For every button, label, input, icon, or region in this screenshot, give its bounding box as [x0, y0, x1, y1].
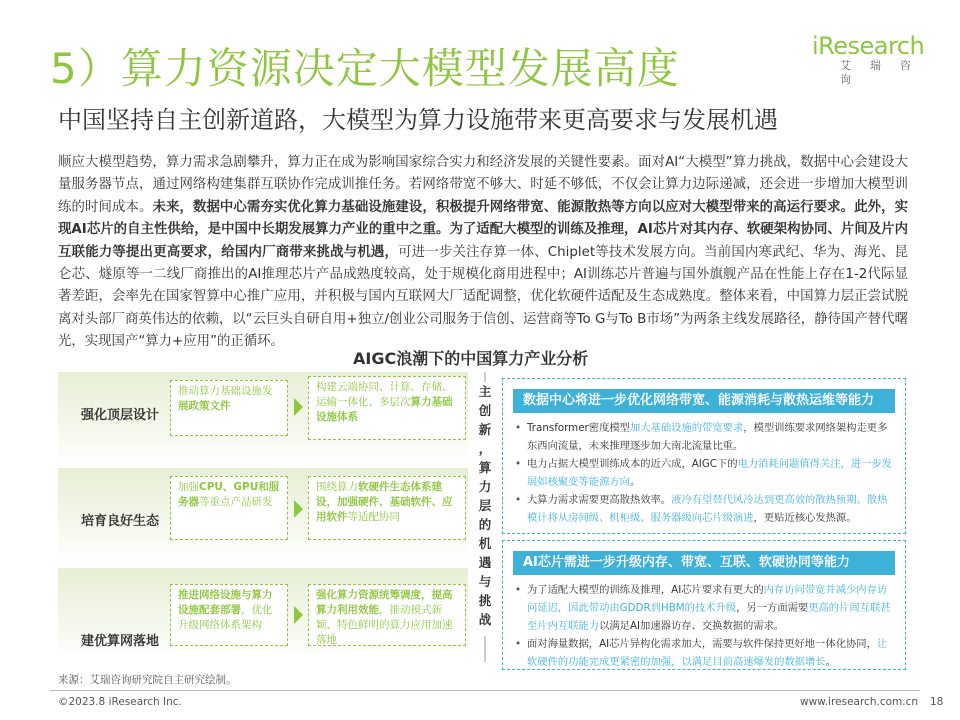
vertical-char: 与: [478, 574, 492, 589]
vertical-char: 创: [478, 403, 492, 418]
vertical-char: 的: [478, 517, 492, 532]
bullet-text: 以满足AI加速器访存、交换数据的需求。: [599, 620, 785, 632]
body-paragraph: [58, 152, 908, 354]
panel-header: 数据中心将进一步优化网络带宽、能源消耗与散热运维等能力: [513, 389, 895, 413]
bullet-text: ，另一方面需要: [736, 602, 809, 614]
bullet-highlight: 内存访问带宽并减少内存访问延迟，因此带动由GDDR到HBM的技术升级: [527, 584, 888, 614]
page-number: 18: [930, 696, 944, 708]
bullet-text: Transformer密度模型: [527, 422, 630, 434]
arrow-icon: [294, 606, 303, 624]
bullet-text: ，模型训练要求网络架构走更多东西向流量，未来推理逐步加大南北流量比重。: [527, 422, 888, 452]
row-cell: [170, 584, 288, 646]
cell-bold-text: 推进网络设施与算力设施配套部署: [178, 589, 273, 616]
datacenter-panel: [502, 378, 906, 534]
vertical-char: 主: [478, 384, 492, 399]
row-cell: [308, 584, 466, 646]
website-link[interactable]: www.iresearch.com.cn: [800, 696, 919, 708]
arrow-icon: [294, 398, 303, 416]
vertical-char: 挑: [478, 593, 492, 608]
bullet-item: [527, 491, 897, 527]
panel-header: AI芯片需进一步升级内存、带宽、互联、软硬协同等能力: [513, 551, 895, 575]
bullet-highlight: 电力消耗问题值得关注，进一步发展如核聚变等能源方向: [527, 458, 893, 488]
figure-title: AIGC浪潮下的中国算力产业分析: [353, 349, 589, 368]
bullet-item: [527, 455, 897, 491]
bullet-highlight: 更高的片间互联甚至片内互联能力: [527, 602, 891, 632]
divider-line: [484, 372, 486, 382]
cell-text: 等重点产品研发: [199, 496, 273, 508]
bullet-text: 大算力需求需要更高散热效率。: [527, 494, 672, 506]
bullet-item: [527, 635, 897, 671]
bullet-item: [527, 419, 897, 455]
cell-text: 围绕算力: [316, 481, 358, 493]
vertical-char: 算: [478, 460, 492, 475]
divider-line: [484, 636, 486, 662]
bullet-text: 。: [629, 476, 641, 488]
vertical-caption: [474, 382, 496, 629]
paragraph-part-2: 可进一步关注存算一体、Chiplet等技术发展方向。当前国内寒武纪、华为、海光、昆仑芯、燧原等一二线厂商推出的AI推理芯片产品成熟度较高，处于规模化商用进程中；AI训练芯片普遍与国外旗舰产品在性能上存在1-2代际显著差距，会率先在国家智算中心推广应用，并积极与国内互联网大厂适配调整，优化软硬件适配及生态成熟度。整体来看，中国算力层正尝试脱离对头部厂商英伟达的依赖，以“云巨头自研自用+独立/创业公司服务于信创、运营商等To G与To B市场”为两条主线发展路径，静待国产替代曙光，实现国产“算力+应用”的正循环。: [58, 244, 908, 350]
bullet-text: 面对海量数据，AI芯片异构化需求加大，需要与软件保持更好地一体化协同，: [527, 638, 877, 650]
cell-text: 加强: [178, 481, 199, 493]
source-note: 来源：艾瑞咨询研究院自主研究绘制。: [58, 674, 237, 686]
row-cell: [308, 476, 466, 540]
paragraph-bold-part: 未来，数据中心需夯实优化算力基础设施建设，积极提升网络带宽、能源散热等方向以应对大模型带来的高运行要求。此外，实现AI芯片的自主性供给，是中国中长期发展算力产业的重中之重。为了适配大模型的训练及推理，AI芯片对其内存、软硬架构协同、片间及片内互联能力等提出更高要求，给国内厂商带来挑战与机遇，: [58, 199, 909, 260]
logo-wordmark: iResearch: [812, 32, 925, 60]
vertical-char: 力: [478, 479, 492, 494]
bullet-item: [527, 581, 897, 635]
vertical-char: 机: [478, 536, 492, 551]
page-title: 5）算力资源决定大模型发展高度: [50, 44, 680, 93]
vertical-char: 遇: [478, 555, 492, 570]
page-subtitle: 中国坚持自主创新道路，大模型为算力设施带来更高要求与发展机遇: [58, 106, 778, 134]
row-label: 强化顶层设计: [80, 408, 159, 423]
vertical-char: 层: [478, 498, 492, 513]
panel-bullets: [503, 581, 905, 671]
vertical-char: 战: [478, 612, 492, 627]
cell-bold-text: 算力基础设施体系: [316, 396, 453, 423]
row-label: 建优算网落地: [80, 634, 159, 649]
cell-bold-text: 软硬件生态体系建设，加强硬件、基础软件、应用软件: [316, 481, 453, 523]
cell-bold-text: 强化算力资源统筹调度，提高算力利用效能: [316, 589, 453, 616]
paragraph-part-1: 顺应大模型趋势，算力需求急剧攀升，算力正在成为影响国家综合实力和经济发展的关键性要素。面对AI“大模型”算力挑战，数据中心会建设大量服务器节点，通过网络构建集群互联协作完成训推任务。若网络带宽不够大、时延不够低，不仅会让算力边际递减，还会进一步增加大模型训练的时间成本。: [58, 155, 908, 215]
footer-divider: [50, 690, 920, 691]
bullet-highlight: 加大基础设施的带宽要求: [629, 422, 744, 434]
bullet-highlight: 让软硬件的功能完成更紧密的加强，以满足目前高速爆发的数据增长: [527, 638, 888, 668]
cell-bold-text: CPU、GPU和服务器: [178, 481, 280, 508]
cell-text: ，推动模式新颖、特色鲜明的算力应用加速落地: [316, 604, 453, 646]
row-cell: [308, 376, 466, 440]
row-cell: [170, 476, 288, 540]
vertical-char: 新: [478, 422, 492, 437]
bullet-text: 为了适配大模型的训练及推理，AI芯片要求有更大的: [527, 584, 764, 596]
ai-chip-panel: [502, 540, 906, 670]
bullet-text: 电力占据大模型训练成本的近六成，AIGC下的: [527, 458, 738, 470]
cell-bold-text: 展政策文件: [178, 400, 231, 412]
logo-subtext: 艾瑞咨询: [840, 59, 930, 86]
iresearch-logo: [812, 33, 930, 87]
panel-bullets: [503, 419, 905, 527]
cell-text: 推动算力基础设施发: [178, 385, 273, 397]
vertical-char: ，: [478, 441, 492, 456]
bullet-text: 。: [825, 656, 836, 668]
row-cell: [170, 380, 288, 436]
cell-text: 构建云端协同、计算、存储、运输一体化、多层次: [316, 381, 453, 408]
bullet-text: ，更贴近核心发热源。: [753, 512, 857, 524]
arrow-icon: [294, 500, 303, 518]
cell-text: 等适配协同: [347, 511, 400, 523]
bullet-highlight: 液冷有望替代风冷达到更高效的散热预期。散热模计将从房间级、机柜级、服务器级向芯片级演进: [527, 494, 888, 524]
copyright: ©2023.8 iResearch Inc.: [58, 696, 182, 708]
row-label: 培育良好生态: [80, 514, 159, 529]
policy-rows: [58, 372, 468, 672]
cell-text: ，优化升级网络体系架构: [178, 604, 273, 631]
